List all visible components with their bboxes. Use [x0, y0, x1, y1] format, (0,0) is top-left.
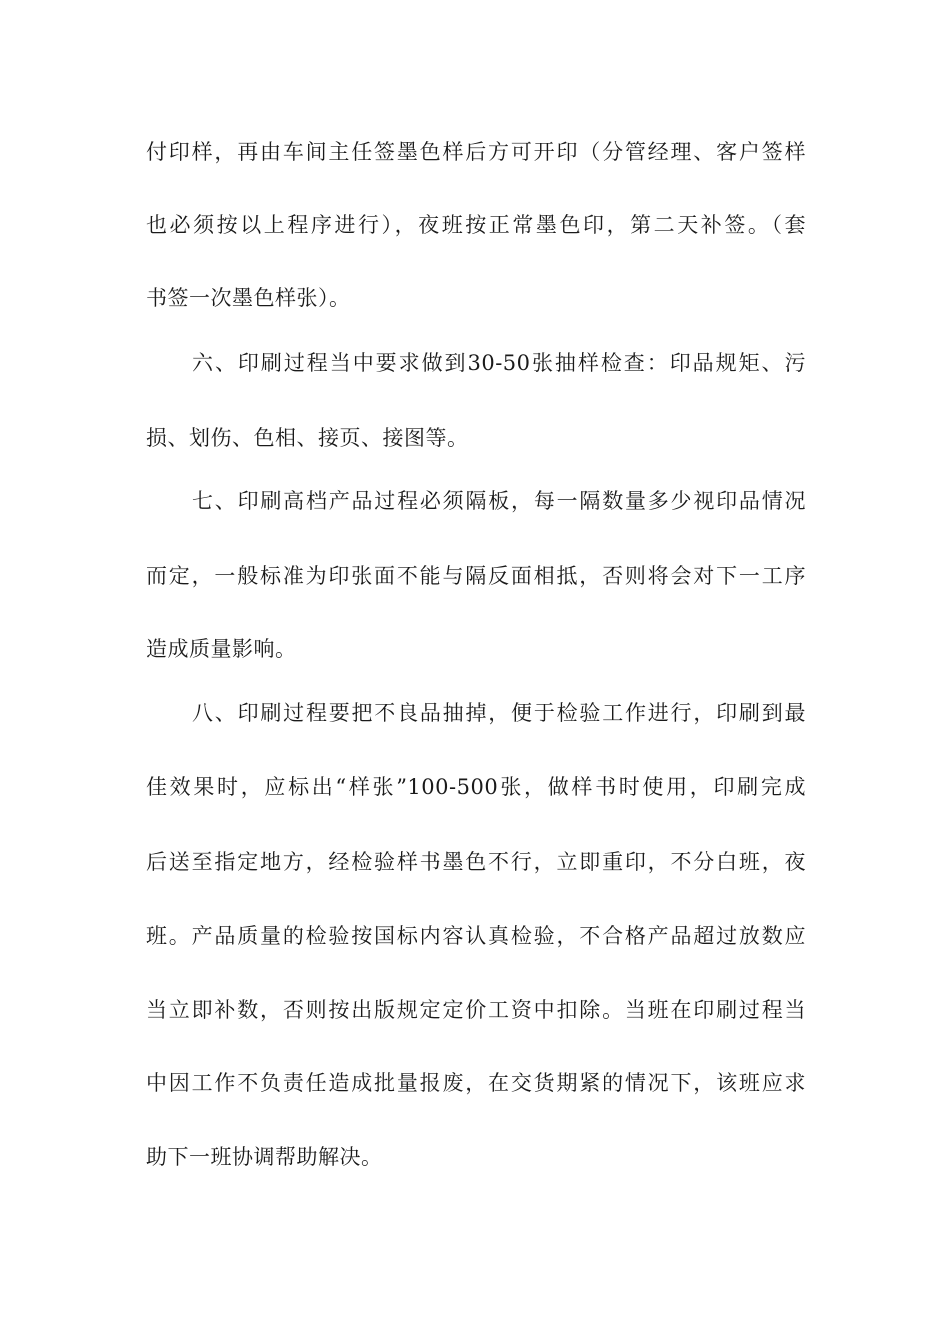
paragraph-7-line-2: 而定，一般标准为印张面不能与隔反面相抵，否则将会对下一工序: [146, 564, 806, 588]
paragraph-8-line-7: 助下一班协调帮助解决。: [146, 1145, 383, 1169]
paragraph-8-line-3: 后送至指定地方，经检验样书墨色不行，立即重印，不分白班，夜: [146, 850, 806, 874]
paragraph-7-line-3: 造成质量影响。: [146, 637, 297, 661]
paragraph-7-line-1: 七、印刷高档产品过程必须隔板，每一隔数量多少视印品情况: [192, 489, 806, 513]
paragraph-5-line-3: 书签一次墨色样张）。: [146, 286, 351, 310]
paragraph-8-line-6: 中因工作不负责任造成批量报废，在交货期紧的情况下，该班应求: [146, 1071, 806, 1095]
paragraph-6-line-2: 损、划伤、色相、接页、接图等。: [146, 426, 469, 450]
paragraph-8-line-2: 佳效果时，应标出“样张”100-500张，做样书时使用，印刷完成: [146, 775, 806, 799]
paragraph-8-line-1: 八、印刷过程要把不良品抽掉，便于检验工作进行，印刷到最: [192, 701, 806, 725]
paragraph-6-line-1: 六、印刷过程当中要求做到30-50张抽样检查：印品规矩、污: [192, 351, 806, 375]
paragraph-5-line-1: 付印样，再由车间主任签墨色样后方可开印（分管经理、客户签样: [146, 140, 806, 164]
paragraph-8-line-5: 当立即补数，否则按出版规定定价工资中扣除。当班在印刷过程当: [146, 998, 806, 1022]
paragraph-5-line-2: 也必须按以上程序进行），夜班按正常墨色印，第二天补签。（套: [146, 213, 806, 237]
paragraph-8-line-4: 班。产品质量的检验按国标内容认真检验，不合格产品超过放数应: [146, 924, 806, 948]
